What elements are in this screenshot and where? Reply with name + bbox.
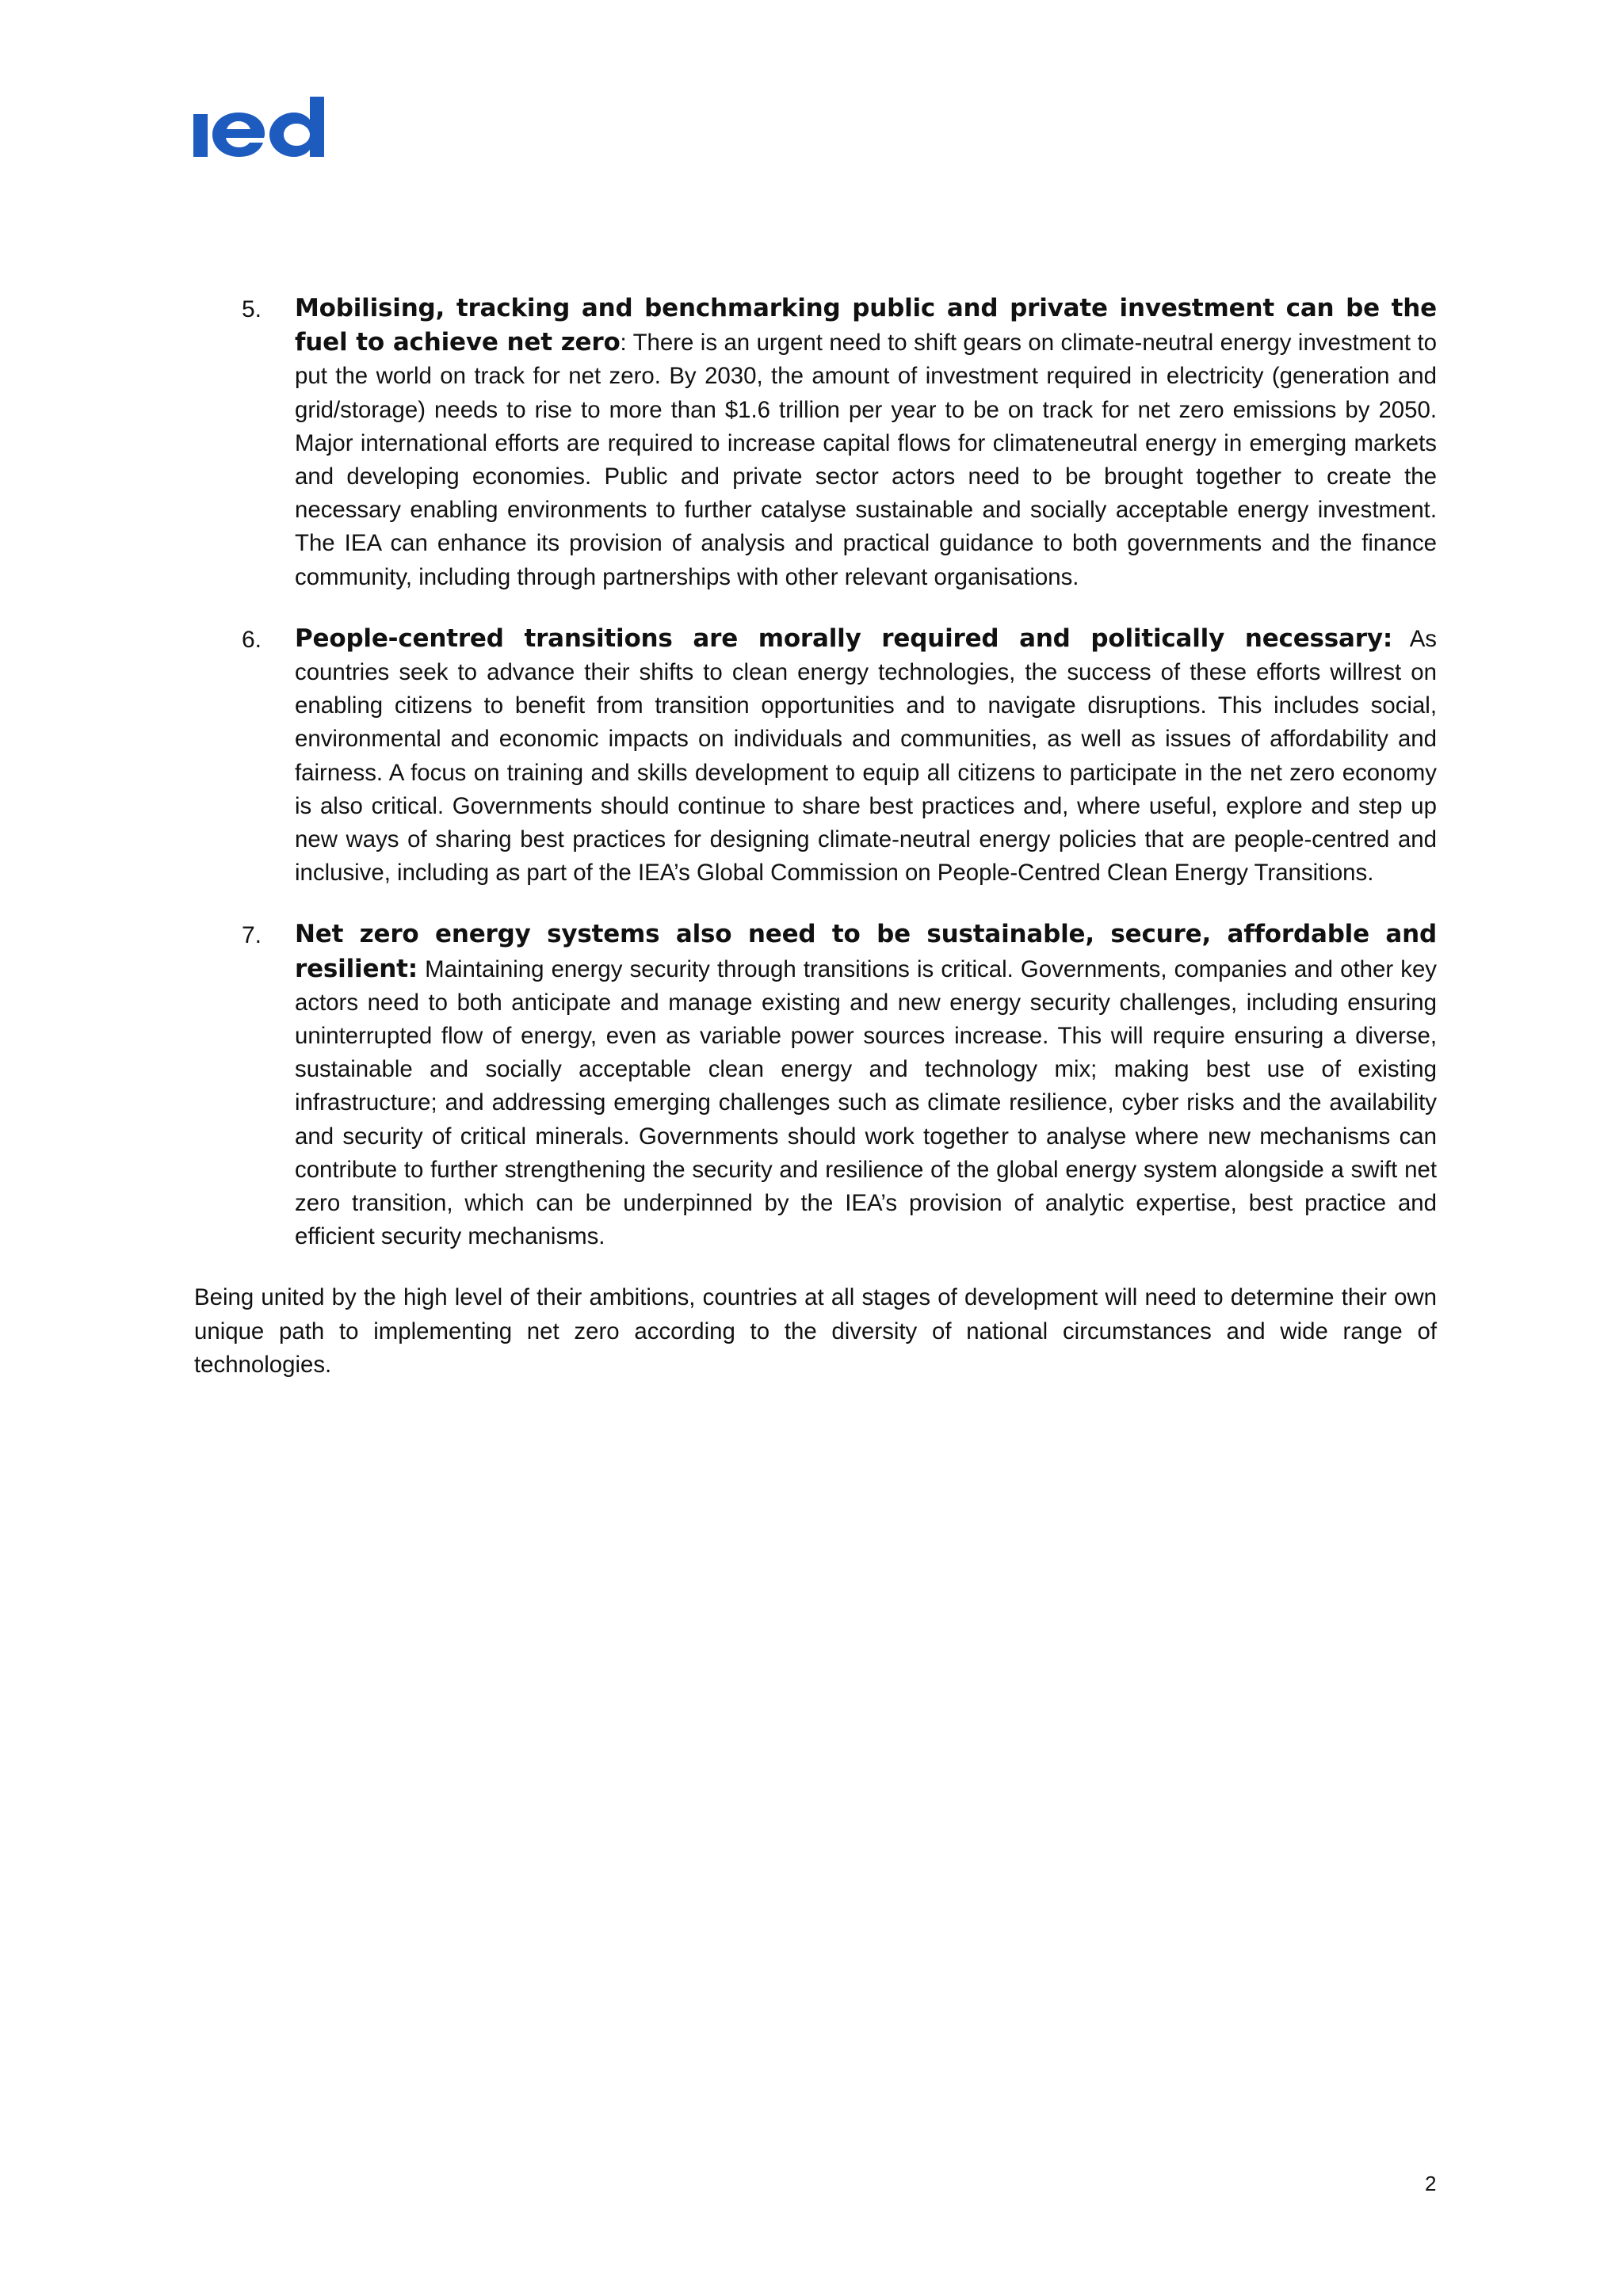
item-heading: Mobilising, tracking and benchmarking public and private investment can be the fuel to achieve net zero: [295, 294, 1437, 357]
item-heading: People-centred transitions are morally required and politically necessary:: [295, 624, 1393, 653]
item-number: 6.: [242, 626, 262, 653]
numbered-item: [194, 917, 1437, 1253]
item-body: Maintaining energy security through transitions is critical. Governments, companies and other key actors need to both anticipate and manage existing and new energy security challenges, including ensuring uninterrupted flow of energy, even as variable power sources increase. This will require ensuring a diverse, sustainable and socially acceptable clean energy and technology mix; making best use of existing infrastructure; and addressing emerging challenges such as climate resilience, cyber risks and the availability and security of critical minerals. Governments should work together to analyse where new mechanisms can contribute to further strengthening the security and resilience of the global energy system alongside a swift net zero transition, which can be underpinned by the IEA’s provision of analytic expertise, best practice and efficient security mechanisms.: [295, 955, 1437, 1250]
item-number: 7.: [242, 922, 262, 949]
item-paragraph: [295, 917, 1437, 1253]
item-paragraph: [295, 622, 1437, 891]
item-body: As countries seek to advance their shifts to clean energy technologies, the success of these efforts willrest on enabling citizens to benefit from transition opportunities and to navigate disruptions. This includes social, environmental and economic impacts on individuals and communities, as well as issues of affordability and fairness. A focus on training and skills development to equip all citizens to participate in the net zero economy is also critical. Governments should continue to share best practices and, where useful, explore and step up new ways of sharing best practices for designing climate-neutral energy policies that are people-centred and inclusive, including as part of the IEA’s Global Commission on People-Centred Clean Energy Transitions.: [295, 625, 1438, 887]
page-content: [194, 292, 1437, 1382]
numbered-item: [194, 292, 1437, 594]
item-number: 5.: [242, 296, 262, 322]
numbered-item: [194, 622, 1437, 891]
item-body: : There is an urgent need to shift gears on climate-neutral energy investment to put the world on track for net zero. By 2030, the amount of investment required in electricity (generation and grid/storage) needs to rise to more than $1.6 trillion per year to be on track for net zero emissions by 2050. Major international efforts are required to increase capital flows for climateneutral energy in emerging markets and developing economies. Public and private sector actors need to be brought together to create the necessary enabling environments to further catalyse sustainable and socially acceptable energy investment. The IEA can enhance its provision of analysis and practical guidance to both governments and the finance community, including through partnerships with other relevant organisations.: [295, 330, 1437, 590]
closing-paragraph: Being united by the high level of their ambitions, countries at all stages of development will need to determine their own unique path to implementing net zero according to the diversity of national circumstances and wide range of technologies.: [194, 1284, 1437, 1378]
item-paragraph: [295, 292, 1437, 594]
page-number: 2: [1425, 2172, 1437, 2195]
iea-logo: [193, 97, 336, 157]
item-heading: Net zero energy systems also need to be sustainable, secure, affordable and resilient:: [295, 920, 1437, 983]
